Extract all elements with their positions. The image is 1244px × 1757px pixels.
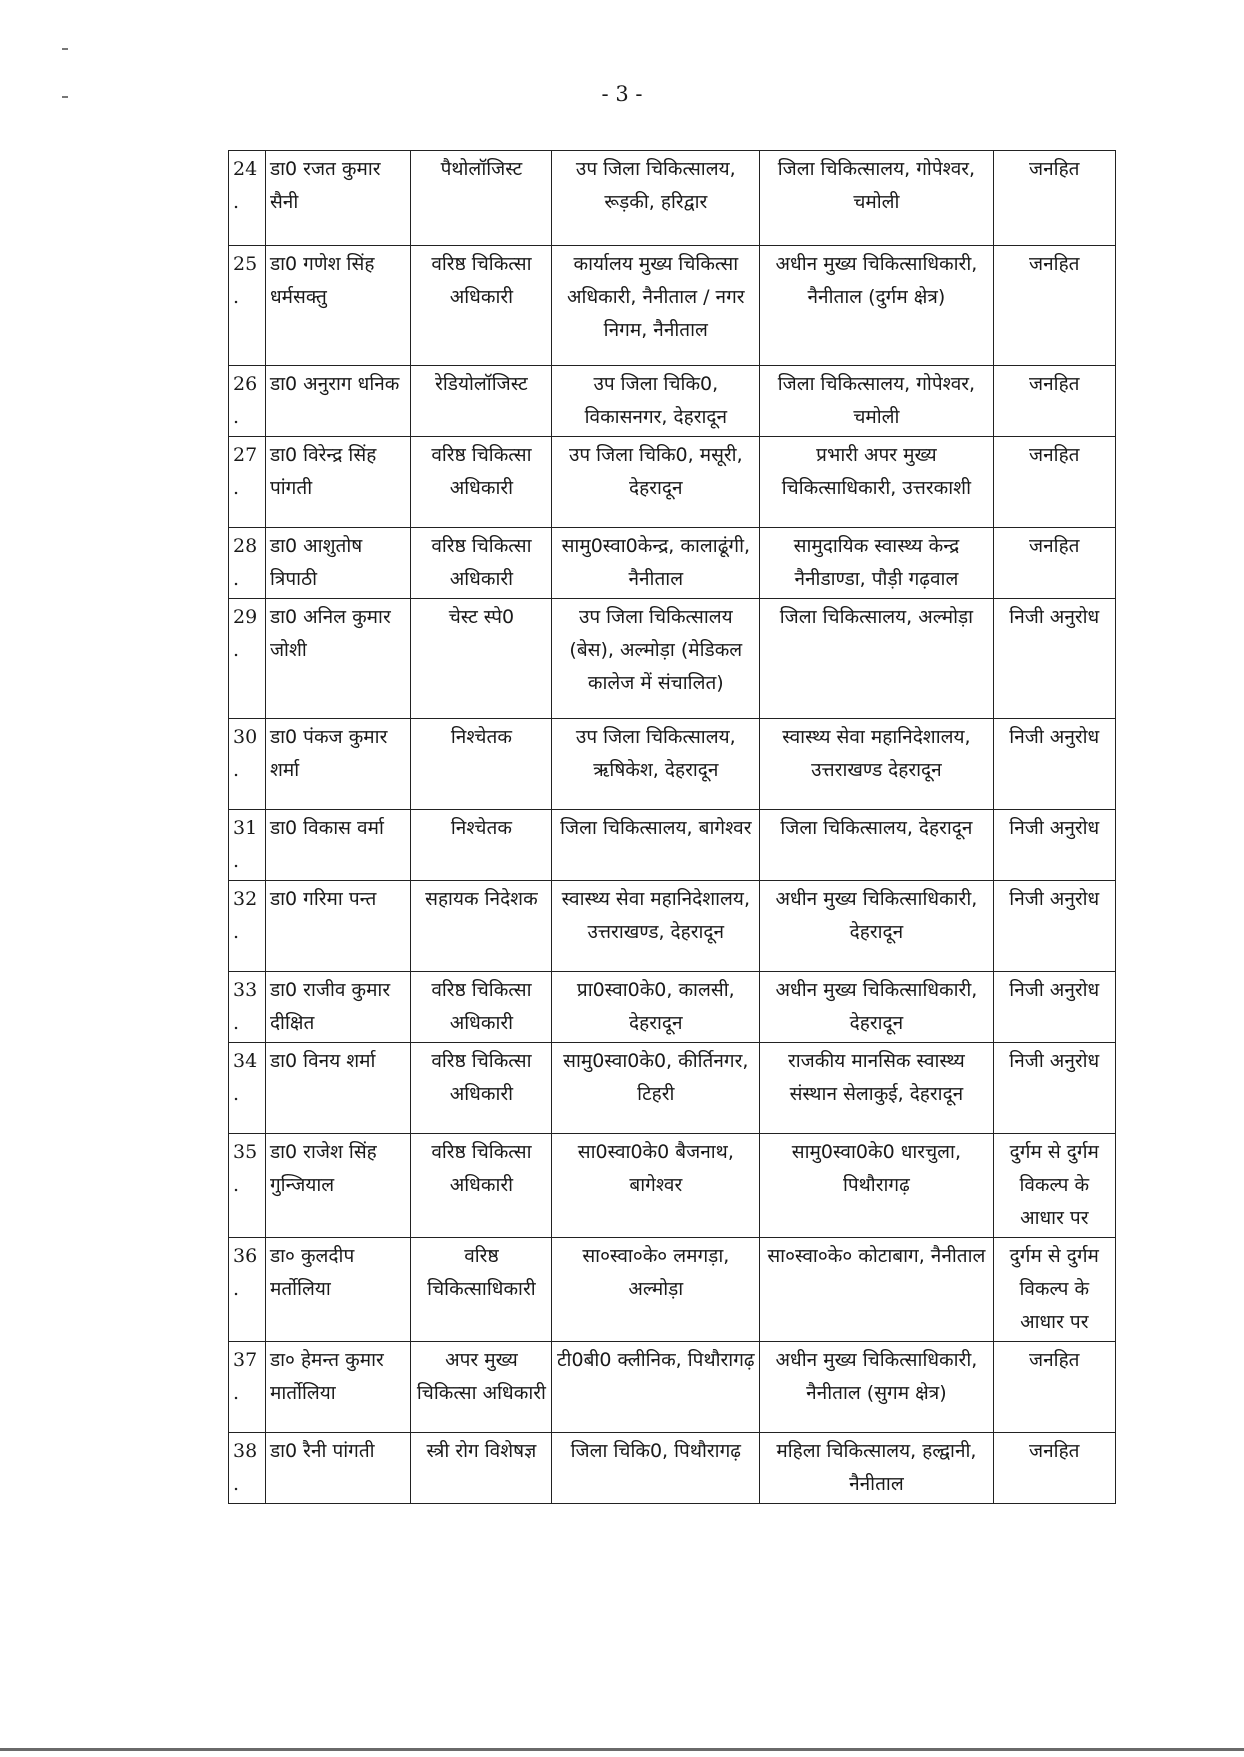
transfer-reason-cell: दुर्गम से दुर्गम विकल्प के आधार पर [993, 1134, 1115, 1238]
scan-mark [62, 96, 68, 98]
table-body [229, 151, 1116, 1504]
transfer-reason-cell: जनहित [993, 528, 1115, 599]
new-posting-cell: सा०स्वा०के० कोटाबाग, नैनीताल [760, 1238, 993, 1342]
serial-number-cell: 34. [229, 1043, 266, 1134]
serial-number-cell: 27. [229, 437, 266, 528]
officer-name-cell: डा0 रैनी पांगती [265, 1433, 411, 1504]
table-row [229, 366, 1116, 437]
new-posting-cell: जिला चिकित्सालय, गोपेश्वर, चमोली [760, 151, 993, 246]
officer-name-cell: डा0 रजत कुमार सैनी [265, 151, 411, 246]
designation-cell: वरिष्ठ चिकित्सा अधिकारी [411, 437, 552, 528]
current-posting-cell: सा०स्वा०के० लमगड़ा, अल्मोड़ा [552, 1238, 760, 1342]
transfer-reason-cell: जनहित [993, 437, 1115, 528]
transfer-reason-cell: निजी अनुरोध [993, 719, 1115, 810]
transfer-reason-cell: जनहित [993, 151, 1115, 246]
page-number: - 3 - [601, 82, 643, 106]
serial-number-cell: 37. [229, 1342, 266, 1433]
new-posting-cell: महिला चिकित्सालय, हल्द्वानी, नैनीताल [760, 1433, 993, 1504]
officer-name-cell: डा0 अनुराग धनिक [265, 366, 411, 437]
serial-number-cell: 28. [229, 528, 266, 599]
designation-cell: चेस्ट स्पे0 [411, 599, 552, 719]
scan-mark [62, 48, 68, 50]
current-posting-cell: उप जिला चिकि0, विकासनगर, देहरादून [552, 366, 760, 437]
serial-number-cell: 36. [229, 1238, 266, 1342]
designation-cell: वरिष्ठ चिकित्सा अधिकारी [411, 1134, 552, 1238]
transfer-reason-cell: जनहित [993, 366, 1115, 437]
officer-name-cell: डा0 गणेश सिंह धर्मसक्तु [265, 246, 411, 366]
officer-name-cell: डा0 विरेन्द्र सिंह पांगती [265, 437, 411, 528]
officer-name-cell: डा० हेमन्त कुमार मार्तोलिया [265, 1342, 411, 1433]
transfer-reason-cell: निजी अनुरोध [993, 599, 1115, 719]
new-posting-cell: प्रभारी अपर मुख्य चिकित्साधिकारी, उत्तरकाशी [760, 437, 993, 528]
designation-cell: रेडियोलॉजिस्ट [411, 366, 552, 437]
current-posting-cell: सा0स्वा0के0 बैजनाथ, बागेश्वर [552, 1134, 760, 1238]
designation-cell: निश्चेतक [411, 719, 552, 810]
new-posting-cell: जिला चिकित्सालय, गोपेश्वर, चमोली [760, 366, 993, 437]
table-row [229, 972, 1116, 1043]
transfer-reason-cell: जनहित [993, 1433, 1115, 1504]
table-row [229, 528, 1116, 599]
current-posting-cell: उप जिला चिकित्सालय, रूड़की, हरिद्वार [552, 151, 760, 246]
designation-cell: वरिष्ठ चिकित्सा अधिकारी [411, 1043, 552, 1134]
officer-name-cell: डा0 विनय शर्मा [265, 1043, 411, 1134]
officer-name-cell: डा0 विकास वर्मा [265, 810, 411, 881]
bottom-edge-line [0, 1748, 1244, 1751]
new-posting-cell: जिला चिकित्सालय, देहरादून [760, 810, 993, 881]
serial-number-cell: 33. [229, 972, 266, 1043]
new-posting-cell: राजकीय मानसिक स्वास्थ्य संस्थान सेलाकुई, देहरादून [760, 1043, 993, 1134]
designation-cell: वरिष्ठ चिकित्सा अधिकारी [411, 246, 552, 366]
new-posting-cell: स्वास्थ्य सेवा महानिदेशालय, उत्तराखण्ड देहरादून [760, 719, 993, 810]
designation-cell: स्त्री रोग विशेषज्ञ [411, 1433, 552, 1504]
table-row [229, 599, 1116, 719]
serial-number-cell: 38. [229, 1433, 266, 1504]
serial-number-cell: 31. [229, 810, 266, 881]
current-posting-cell: टी0बी0 क्लीनिक, पिथौरागढ़ [552, 1342, 760, 1433]
transfer-reason-cell: जनहित [993, 1342, 1115, 1433]
officer-name-cell: डा0 पंकज कुमार शर्मा [265, 719, 411, 810]
designation-cell: पैथोलॉजिस्ट [411, 151, 552, 246]
designation-cell: वरिष्ठ चिकित्सा अधिकारी [411, 528, 552, 599]
transfer-reason-cell: जनहित [993, 246, 1115, 366]
new-posting-cell: अधीन मुख्य चिकित्साधिकारी, देहरादून [760, 972, 993, 1043]
table-row [229, 1433, 1116, 1504]
current-posting-cell: सामु0स्वा0के0, कीर्तिनगर, टिहरी [552, 1043, 760, 1134]
officer-name-cell: डा0 गरिमा पन्त [265, 881, 411, 972]
table-row [229, 437, 1116, 528]
table-row [229, 1238, 1116, 1342]
designation-cell: वरिष्ठ चिकित्सा अधिकारी [411, 972, 552, 1043]
serial-number-cell: 30. [229, 719, 266, 810]
transfer-reason-cell: निजी अनुरोध [993, 881, 1115, 972]
current-posting-cell: उप जिला चिकित्सालय, ऋषिकेश, देहरादून [552, 719, 760, 810]
current-posting-cell: जिला चिकि0, पिथौरागढ़ [552, 1433, 760, 1504]
officer-name-cell: डा0 अनिल कुमार जोशी [265, 599, 411, 719]
new-posting-cell: अधीन मुख्य चिकित्साधिकारी, नैनीताल (सुगम क्षेत्र) [760, 1342, 993, 1433]
current-posting-cell: सामु0स्वा0केन्द्र, कालाढूंगी, नैनीताल [552, 528, 760, 599]
serial-number-cell: 29. [229, 599, 266, 719]
transfer-reason-cell: निजी अनुरोध [993, 810, 1115, 881]
table-row [229, 151, 1116, 246]
table-row [229, 1043, 1116, 1134]
officer-name-cell: डा० कुलदीप मर्तोलिया [265, 1238, 411, 1342]
transfer-reason-cell: निजी अनुरोध [993, 1043, 1115, 1134]
table-row [229, 1134, 1116, 1238]
table-row [229, 1342, 1116, 1433]
officer-name-cell: डा0 राजेश सिंह गुन्जियाल [265, 1134, 411, 1238]
serial-number-cell: 26. [229, 366, 266, 437]
serial-number-cell: 25. [229, 246, 266, 366]
serial-number-cell: 24. [229, 151, 266, 246]
designation-cell: सहायक निदेशक [411, 881, 552, 972]
table-row [229, 719, 1116, 810]
officer-name-cell: डा0 आशुतोष त्रिपाठी [265, 528, 411, 599]
serial-number-cell: 32. [229, 881, 266, 972]
new-posting-cell: अधीन मुख्य चिकित्साधिकारी, देहरादून [760, 881, 993, 972]
current-posting-cell: कार्यालय मुख्य चिकित्सा अधिकारी, नैनीताल / नगर निगम, नैनीताल [552, 246, 760, 366]
officer-name-cell: डा0 राजीव कुमार दीक्षित [265, 972, 411, 1043]
current-posting-cell: उप जिला चिकि0, मसूरी, देहरादून [552, 437, 760, 528]
current-posting-cell: प्रा0स्वा0के0, कालसी, देहरादून [552, 972, 760, 1043]
new-posting-cell: जिला चिकित्सालय, अल्मोड़ा [760, 599, 993, 719]
current-posting-cell: उप जिला चिकित्सालय (बेस), अल्मोड़ा (मेडिकल कालेज में संचालित) [552, 599, 760, 719]
current-posting-cell: स्वास्थ्य सेवा महानिदेशालय, उत्तराखण्ड, देहरादून [552, 881, 760, 972]
table-row [229, 810, 1116, 881]
transfer-reason-cell: निजी अनुरोध [993, 972, 1115, 1043]
serial-number-cell: 35. [229, 1134, 266, 1238]
designation-cell: निश्चेतक [411, 810, 552, 881]
new-posting-cell: सामु0स्वा0के0 धारचुला, पिथौरागढ़ [760, 1134, 993, 1238]
current-posting-cell: जिला चिकित्सालय, बागेश्वर [552, 810, 760, 881]
new-posting-cell: अधीन मुख्य चिकित्साधिकारी, नैनीताल (दुर्गम क्षेत्र) [760, 246, 993, 366]
transfer-table [228, 150, 1116, 1504]
table-row [229, 881, 1116, 972]
designation-cell: अपर मुख्य चिकित्सा अधिकारी [411, 1342, 552, 1433]
new-posting-cell: सामुदायिक स्वास्थ्य केन्द्र नैनीडाण्डा, पौड़ी गढ़वाल [760, 528, 993, 599]
designation-cell: वरिष्ठ चिकित्साधिकारी [411, 1238, 552, 1342]
table-row [229, 246, 1116, 366]
transfer-reason-cell: दुर्गम से दुर्गम विकल्प के आधार पर [993, 1238, 1115, 1342]
